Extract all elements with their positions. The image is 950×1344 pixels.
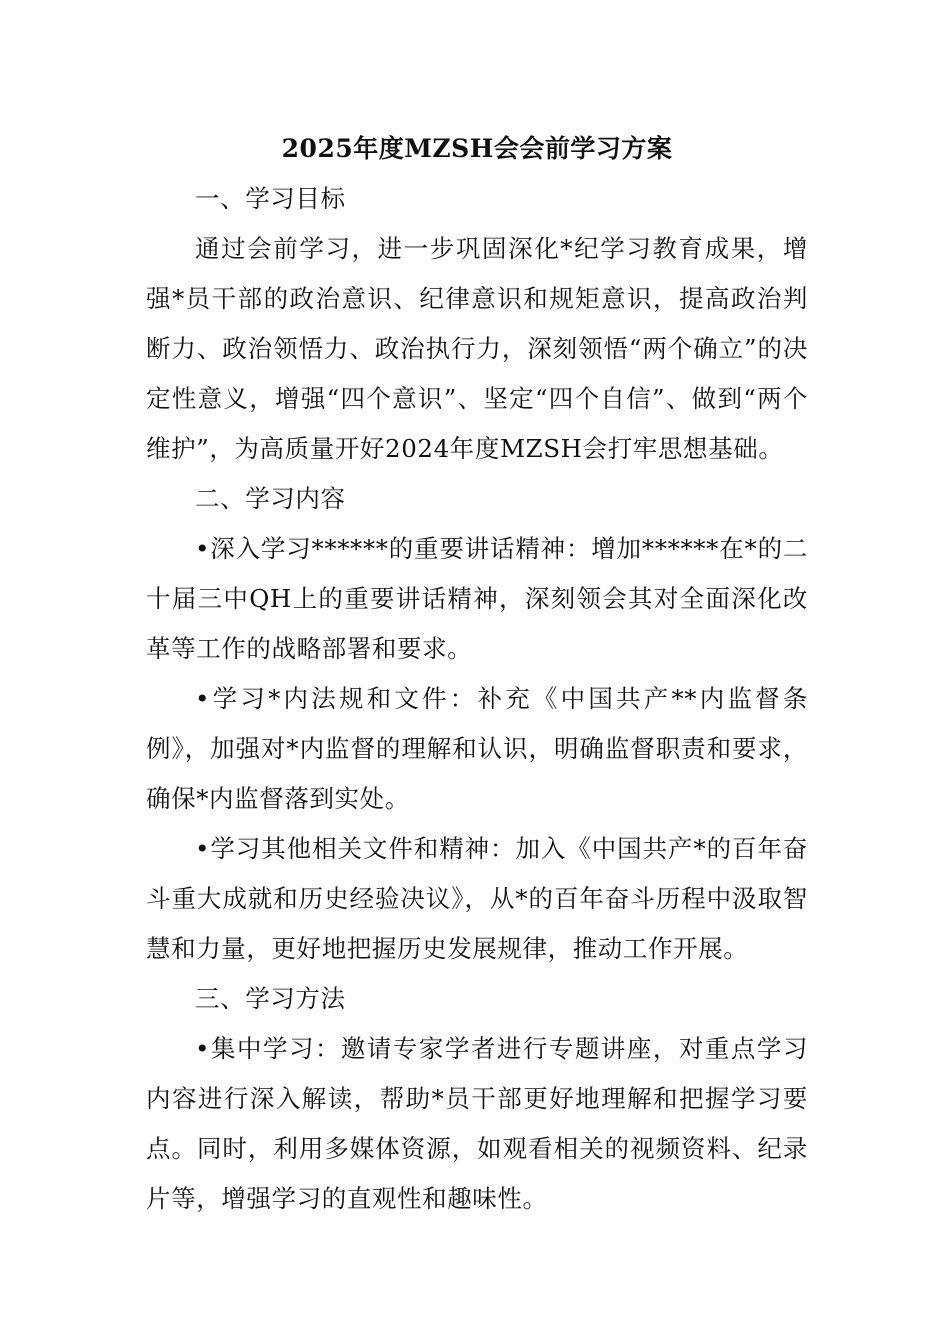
section-heading-content: 二、学习内容 [195, 484, 346, 513]
paragraph-content-regulations: •学习*内法规和文件：补充《中国共产**内监督条例》，加强对*内监督的理解和认识，明确监督职责和要求，确保*内监督落到实处。 [146, 684, 808, 813]
document-title: 2025年度MZSH会会前学习方案 [281, 134, 673, 163]
paragraph-methods-centralized: •集中学习：邀请专家学者进行专题讲座，对重点学习内容进行深入解读，帮助*员干部更好地理解和把握学习要点。同时，利用多媒体资源，如观看相关的视频资料、纪录片等，增强学习的直观性和趣味性。 [146, 1034, 808, 1213]
paragraph-content-speech: •深入学习******的重要讲话精神：增加******在*的二十届三中QH上的重要讲话精神，深刻领会其对全面深化改革等工作的战略部署和要求。 [146, 534, 808, 663]
document-body [146, 124, 808, 1224]
section-heading-methods: 三、学习方法 [195, 984, 346, 1013]
paragraph-content-other-documents: •学习其他相关文件和精神：加入《中国共产*的百年奋斗重大成就和历史经验决议》，从*的百年奋斗历程中汲取智慧和力量，更好地把握历史发展规律，推动工作开展。 [146, 834, 808, 963]
paragraph-objectives: 通过会前学习，进一步巩固深化*纪学习教育成果，增强*员干部的政治意识、纪律意识和规矩意识，提高政治判断力、政治领悟力、政治执行力，深刻领悟“两个确立”的决定性意义，增强“四个意识”、坚定“四个自信”、做到“两个维护”，为高质量开好2024年度MZSH会打牢思想基础。 [146, 234, 808, 463]
section-heading-objectives: 一、学习目标 [195, 184, 346, 213]
